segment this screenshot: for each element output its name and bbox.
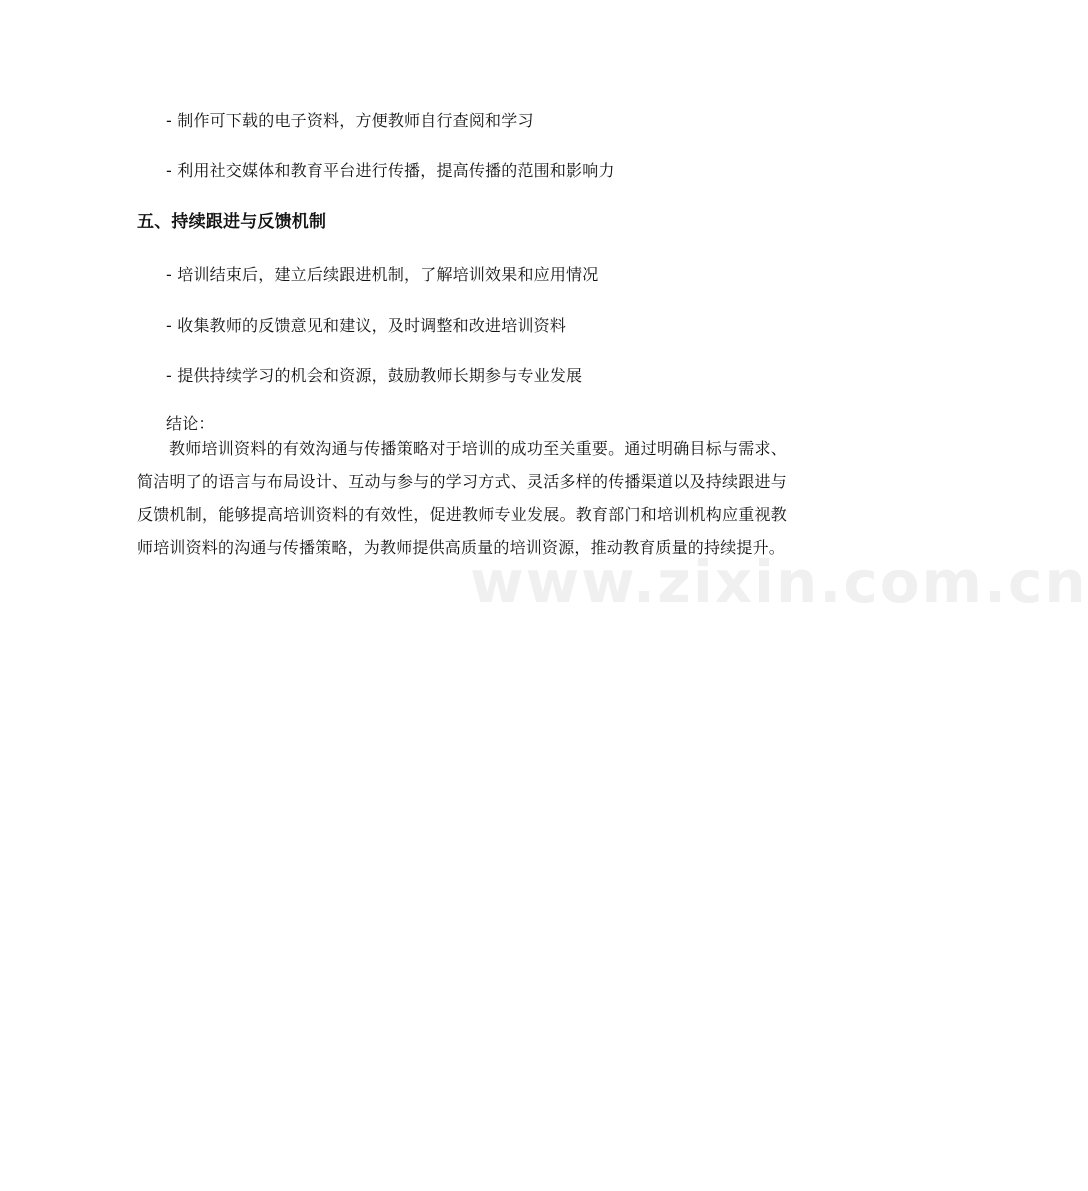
bullet-continuous-learning: - 提供持续学习的机会和资源，鼓励教师长期参与专业发展 xyxy=(166,366,583,385)
bullet-followup-mechanism: - 培训结束后，建立后续跟进机制，了解培训效果和应用情况 xyxy=(166,265,599,284)
watermark: www.zixin.com.cn xyxy=(470,548,1088,616)
bullet-social-media-spread: - 利用社交媒体和教育平台进行传播，提高传播的范围和影响力 xyxy=(166,161,615,180)
bullet-downloadable-materials: - 制作可下载的电子资料，方便教师自行查阅和学习 xyxy=(166,111,534,130)
conclusion-paragraph: 教师培训资料的有效沟通与传播策略对于培训的成功至关重要。通过明确目标与需求、简洁明了的语言与布局设计、互动与参与的学习方式、灵活多样的传播渠道以及持续跟进与反馈机制，能够提高培训资料的有效性，促进教师专业发展。教育部门和培训机构应重视教师培训资料的沟通与传播策略，为教师提供高质量的培训资源，推动教育质量的持续提升。 xyxy=(137,439,787,557)
bullet-collect-feedback: - 收集教师的反馈意见和建议，及时调整和改进培训资料 xyxy=(166,316,567,335)
conclusion-label: 结论： xyxy=(166,414,215,433)
section-heading-followup-feedback: 五、持续跟进与反馈机制 xyxy=(137,212,327,232)
